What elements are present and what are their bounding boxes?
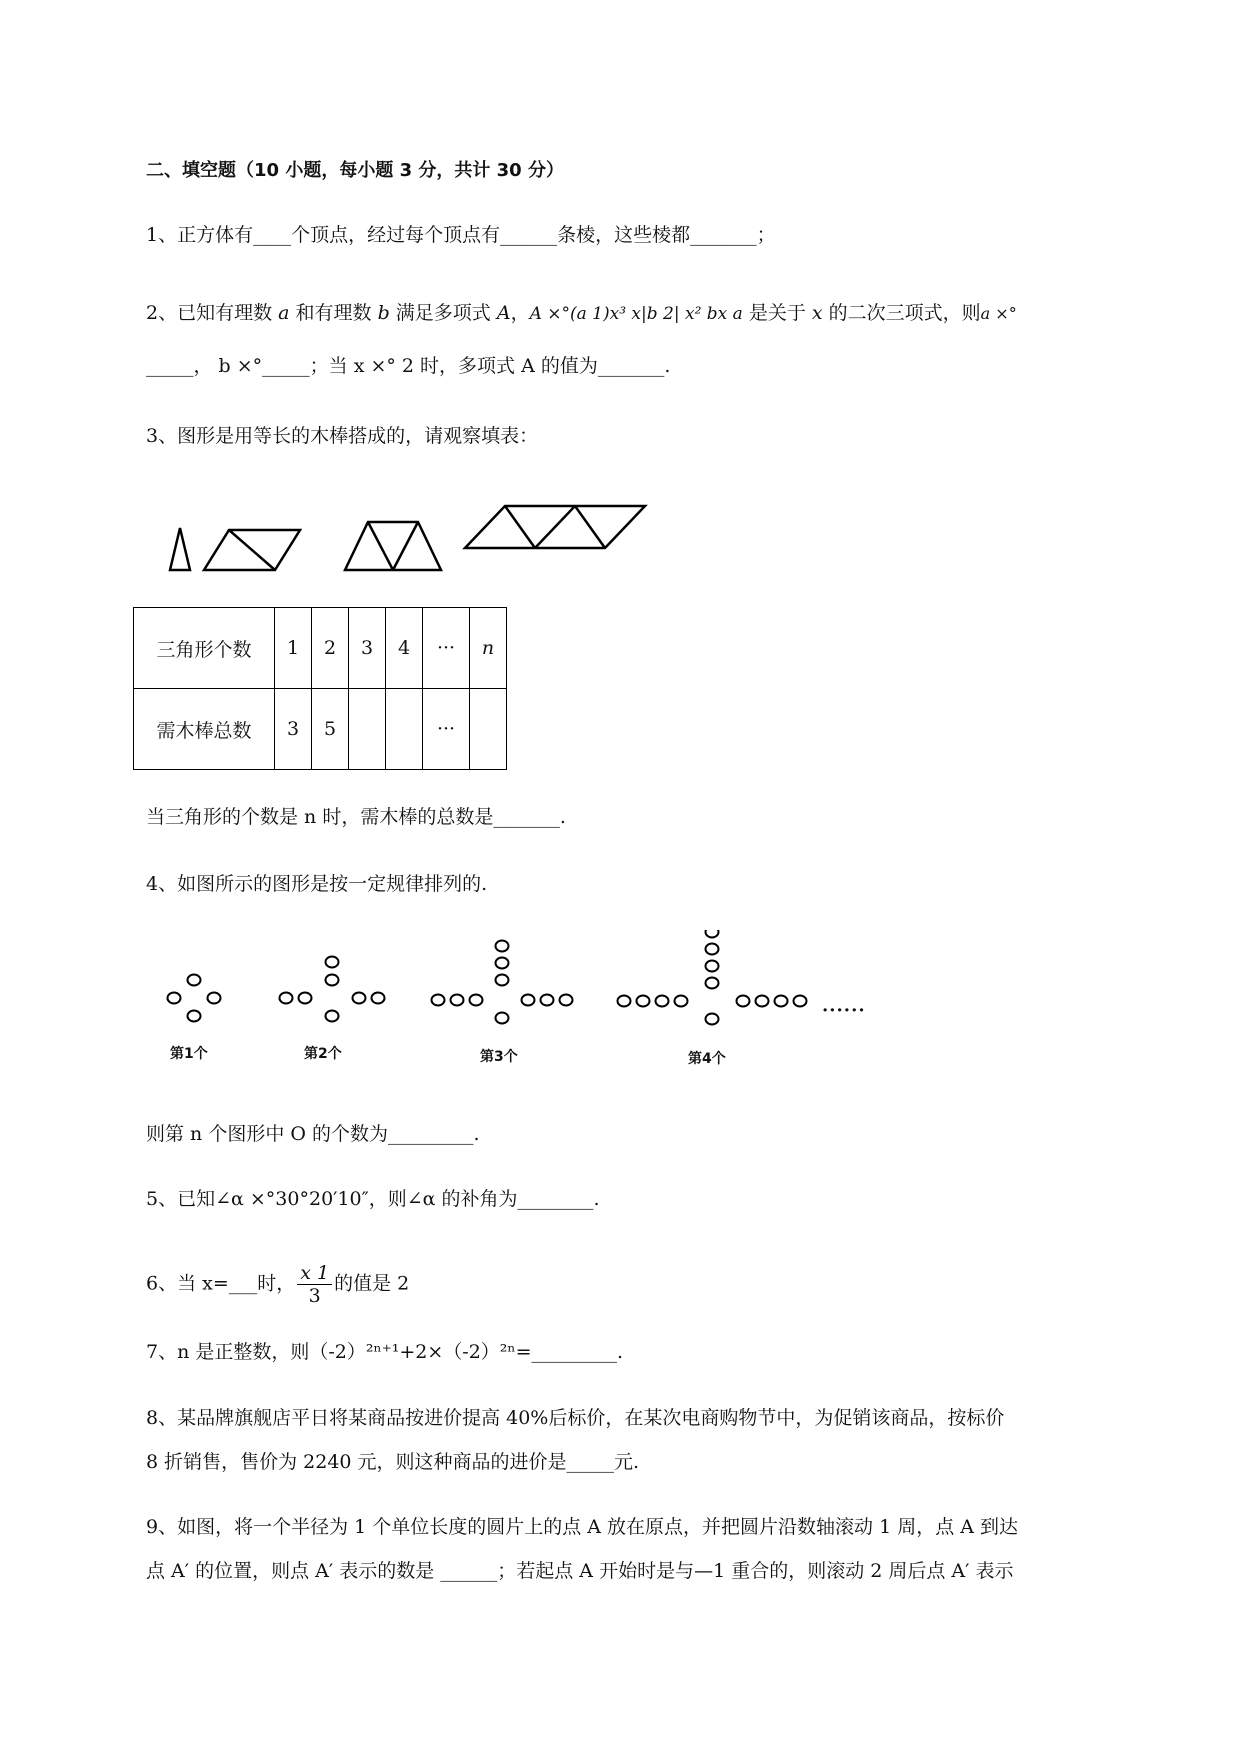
question-9-line-2: 点 A′ 的位置，则点 A′ 表示的数是 ______；若起点 A 开始时是与—1 重合的，则滚动 2 周后点 A′ 表示: [146, 1560, 1014, 1582]
table-row: [134, 689, 507, 770]
table-cell: 4: [386, 608, 423, 689]
q2-var-x: x: [811, 302, 823, 324]
q2-text-e: 是关于: [742, 302, 812, 324]
table-cell: ···: [423, 608, 470, 689]
q2-prefix: 2、已知有理数: [146, 302, 279, 324]
table-cell: 2: [312, 608, 349, 689]
question-2-line-1: [146, 299, 1017, 328]
q2-formula: A ×°(a 1)x³ x|b 2| x² bx a: [529, 304, 743, 324]
question-3-answer: 当三角形的个数是 n 时，需木棒的总数是_______.: [146, 806, 566, 828]
table-cell: [470, 689, 507, 770]
question-3: 3、图形是用等长的木棒搭成的，请观察填表：: [146, 425, 539, 447]
table-cell: ···: [423, 689, 470, 770]
table-cell: 3: [275, 689, 312, 770]
q6-suffix: 的值是 2: [334, 1272, 410, 1295]
q2-tail: a ×°: [980, 304, 1017, 323]
circle-pattern-figure: [150, 930, 870, 1065]
question-5: 5、已知∠α ×°30°20′10″，则∠α 的补角为________.: [146, 1188, 600, 1210]
figure-caption-1: 第1个: [170, 1046, 208, 1062]
question-1: 1、正方体有____个顶点，经过每个顶点有______条棱，这些棱都_______；: [146, 224, 776, 246]
sticks-table: [133, 607, 507, 770]
table-cell: [386, 689, 423, 770]
table-cell: 1: [275, 608, 312, 689]
triangle-sticks-figure: [150, 490, 670, 580]
question-4-answer: 则第 n 个图形中 O 的个数为_________.: [146, 1123, 480, 1145]
figure-caption-3: 第3个: [480, 1049, 518, 1065]
figure-caption-2: 第2个: [304, 1046, 342, 1062]
q2-text-c: 满足多项式: [389, 302, 497, 324]
question-4: 4、如图所示的图形是按一定规律排列的.: [146, 873, 488, 895]
table-header-triangles: 三角形个数: [134, 608, 275, 689]
q6-prefix: 6、当 x=___时，: [146, 1272, 296, 1295]
table-cell: 3: [349, 608, 386, 689]
q2-var-A: A: [496, 302, 511, 324]
table-header-sticks: 需木棒总数: [134, 689, 275, 770]
table-cell: [349, 689, 386, 770]
table-row: [134, 608, 507, 689]
question-2-line-2: _____， b ×°_____；当 x ×° 2 时，多项式 A 的值为_______.: [146, 355, 671, 377]
q2-text-b: 和有理数: [289, 302, 378, 324]
q2-var-b: b: [377, 302, 390, 324]
q2-text-f: 的二次三项式，则: [822, 302, 981, 324]
q2-var-a: a: [278, 302, 290, 324]
question-7: 7、n 是正整数，则（-2）²ⁿ⁺¹+2×（-2）²ⁿ=_________.: [146, 1341, 624, 1363]
table-cell: n: [470, 608, 507, 689]
question-6: [146, 1262, 409, 1307]
q6-denominator: 3: [308, 1285, 321, 1307]
q6-numerator: x 1: [297, 1262, 332, 1285]
question-8-line-1: 8、某品牌旗舰店平日将某商品按进价提高 40%后标价，在某次电商购物节中，为促销该商品，按标价: [146, 1407, 1005, 1429]
question-9-line-1: 9、如图，将一个半径为 1 个单位长度的圆片上的点 A 放在原点，并把圆片沿数轴滚动 1 周，点 A 到达: [146, 1516, 1019, 1538]
q2-text-d: ，: [510, 302, 530, 324]
table-cell: 5: [312, 689, 349, 770]
section-title: 二、填空题（10 小题，每小题 3 分，共计 30 分）: [146, 160, 564, 181]
pattern-ellipsis: ······: [822, 1000, 866, 1021]
figure-caption-4: 第4个: [688, 1051, 726, 1067]
question-8-line-2: 8 折销售，售价为 2240 元，则这种商品的进价是_____元.: [146, 1451, 640, 1473]
q6-fraction: [297, 1262, 332, 1307]
